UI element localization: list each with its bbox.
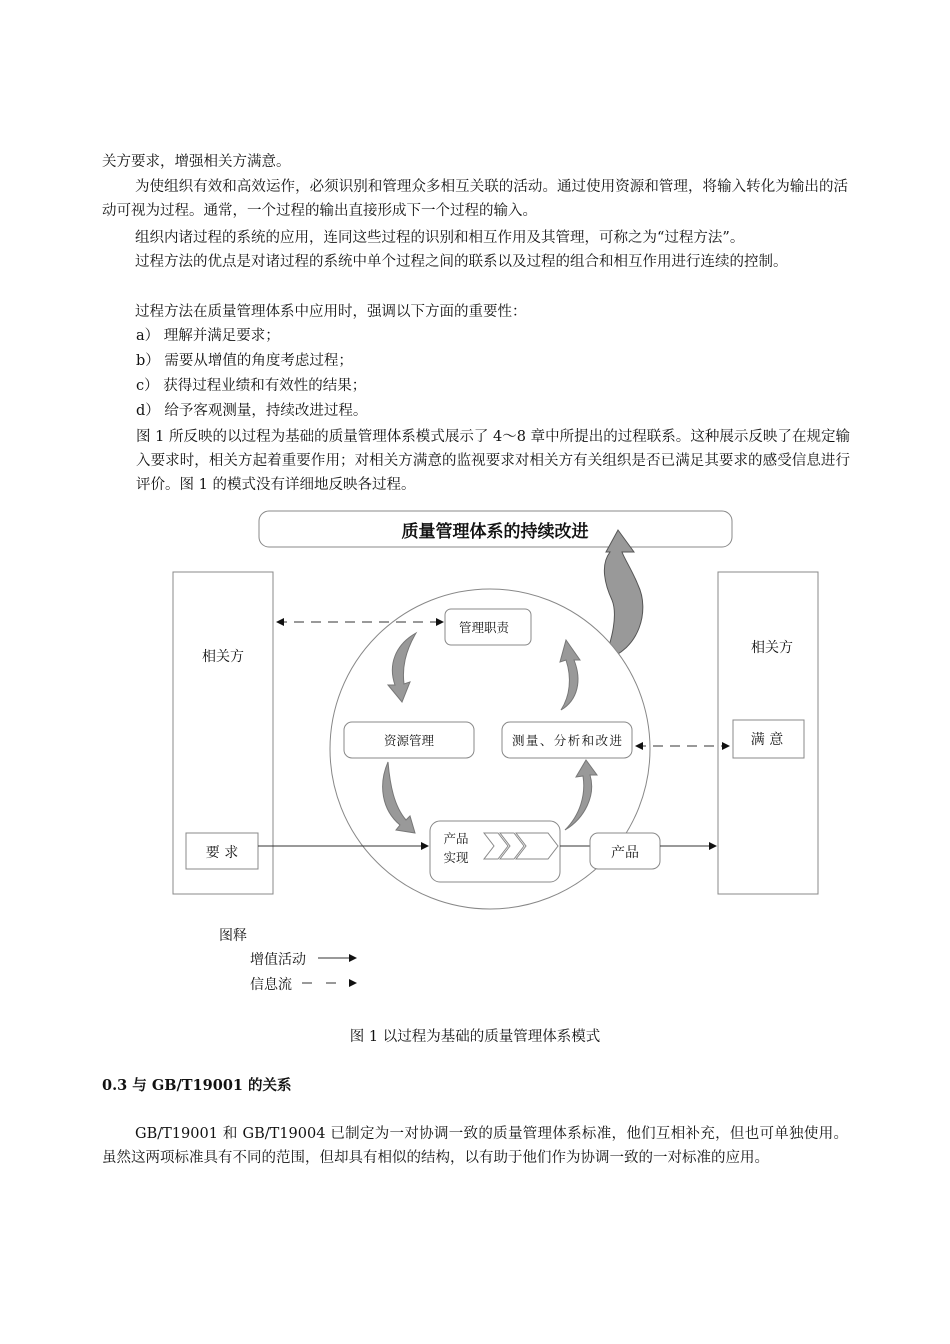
paragraph-figure-intro: 图 1 所反映的以过程为基础的质量管理体系模式展示了 4～8 章中所提出的过程联系。这种展示反映了在规定输入要求时，相关方起着重要作用；对相关方满意的监视要求对相关方有关组织是否已满足其要求的感受信息进行评价。图 1 的模式没有详细地反映各过程。 — [136, 429, 850, 493]
left-party-label: 相关方 — [202, 649, 244, 665]
paragraph-process-definition: 为使组织有效和高效运作，必须识别和管理众多相互关联的活动。通过使用资源和管理，将输入转化为输出的活动可视为过程。通常，一个过程的输出直接形成下一个过程的输入。 — [102, 179, 848, 219]
figure-caption: 图 1 以过程为基础的质量管理体系模式 — [349, 1029, 601, 1045]
chevron-icon — [484, 833, 558, 859]
list-item: c） 获得过程业绩和有效性的结果； — [136, 378, 367, 394]
paragraph-relation: GB/T19001 和 GB/T19004 已制定为一对协调一致的质量管理体系标准，他们互相补充，但也可单独使用。虽然这两项标准具有不同的范围，但却具有相似的结构，以有助于他们作为协调一致的一对标准的应用。 — [102, 1126, 848, 1166]
paragraph-emphasis: 过程方法在质量管理体系中应用时，强调以下方面的重要性： — [135, 304, 527, 320]
legend-value-label: 增值活动 — [250, 952, 306, 968]
list-item: a） 理解并满足要求； — [136, 328, 280, 344]
product-label: 产品 — [611, 845, 639, 861]
requirement-label: 要 求 — [205, 845, 239, 861]
paragraph-continuation: 关方要求，增强相关方满意。 — [102, 154, 291, 170]
satisfaction-label: 满 意 — [750, 732, 784, 748]
legend-info-label: 信息流 — [250, 977, 292, 993]
resource-label: 资源管理 — [383, 733, 435, 748]
measure-label: 测量、分析和改进 — [512, 733, 622, 748]
mgmt-label: 管理职责 — [458, 620, 510, 635]
improvement-arrow — [604, 530, 643, 660]
realization-label-2: 实现 — [443, 850, 469, 865]
list-item: b） 需要从增值的角度考虑过程； — [136, 353, 353, 369]
realization-label-1: 产品 — [443, 831, 469, 846]
paragraph-advantages: 过程方法的优点是对诸过程的系统中单个过程之间的联系以及过程的组合和相互作用进行连续的控制。 — [135, 254, 788, 270]
banner-title: 质量管理体系的持续改进 — [401, 522, 589, 542]
list-item: d） 给予客观测量，持续改进过程。 — [136, 403, 368, 419]
legend-title: 图释 — [219, 928, 247, 944]
paragraph-process-approach: 组织内诸过程的系统的应用，连同这些过程的识别和相互作用及其管理，可称之为“过程方法”。 — [135, 230, 745, 246]
right-party-label: 相关方 — [751, 640, 793, 656]
section-heading: 0.3 与 GB/T19001 的关系 — [102, 1077, 292, 1094]
